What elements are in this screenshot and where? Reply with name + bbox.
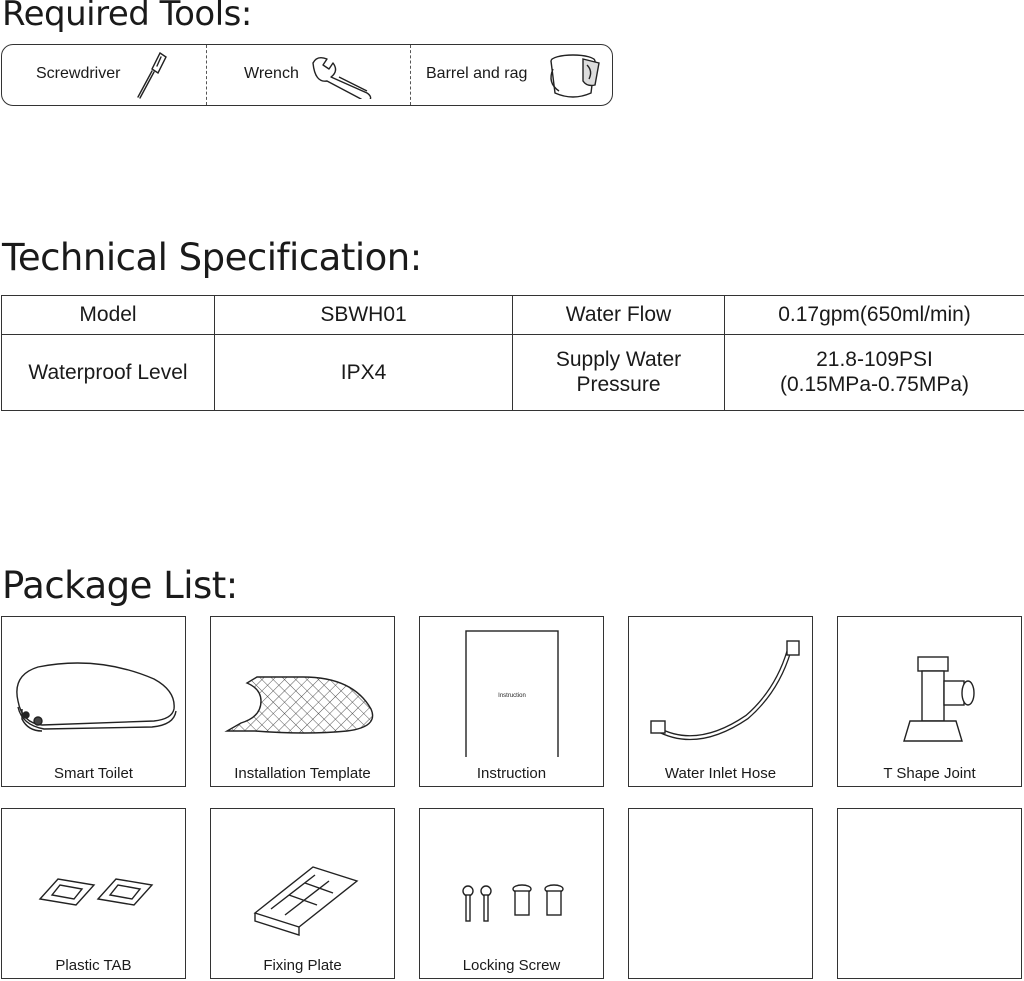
table-row (2, 334, 1024, 410)
spec-label-model: Model (2, 296, 215, 335)
package-item (210, 616, 395, 787)
package-item-label: Instruction (476, 765, 547, 782)
package-item (210, 808, 395, 979)
package-item-label: Water Inlet Hose (664, 765, 777, 782)
locking-screw-icon (420, 809, 605, 949)
t-joint-icon (838, 617, 1023, 757)
spec-value-model: SBWH01 (215, 296, 513, 335)
required-tools-title: Required Tools: (2, 0, 252, 34)
package-item-label: Locking Screw (462, 957, 561, 974)
package-item-label: T Shape Joint (883, 765, 976, 782)
tool-label: Barrel and rag (426, 65, 528, 82)
spec-value-water-flow: 0.17gpm(650ml/min) (725, 296, 1024, 335)
package-item (419, 808, 604, 979)
tool-label: Wrench (244, 65, 299, 82)
spec-label-water-flow: Water Flow (513, 296, 725, 335)
tool-screwdriver (2, 45, 206, 105)
spec-table (1, 295, 1024, 411)
package-item-label: Smart Toilet (54, 765, 133, 782)
installation-template-icon (211, 617, 396, 757)
wrench-icon (309, 53, 377, 99)
bucket-icon (543, 49, 607, 105)
fixing-plate-icon (211, 809, 396, 949)
tool-wrench (206, 45, 410, 105)
package-item-empty (837, 808, 1022, 979)
package-item-label: Fixing Plate (263, 957, 342, 974)
package-list-title: Package List: (2, 564, 238, 607)
booklet-cover-text: Instruction (498, 693, 526, 699)
tool-barrel (410, 45, 614, 105)
spec-label-supply-pressure: Supply Water Pressure (513, 334, 725, 410)
spec-value-supply-pressure: 21.8-109PSI (0.15MPa-0.75MPa) (725, 334, 1024, 410)
water-hose-icon (629, 617, 814, 757)
package-item (1, 808, 186, 979)
table-row (2, 296, 1024, 335)
package-item-empty (628, 808, 813, 979)
smart-toilet-seat-icon (2, 617, 187, 757)
tool-label: Screwdriver (36, 65, 121, 82)
screwdriver-icon (130, 49, 174, 103)
package-item (1, 616, 186, 787)
tools-strip (1, 44, 613, 106)
package-item (419, 616, 604, 787)
plastic-tab-icon (2, 809, 187, 949)
technical-specification-title: Technical Specification: (2, 236, 422, 279)
package-item (628, 616, 813, 787)
package-item-label: Plastic TAB (55, 957, 132, 974)
instruction-booklet-icon (420, 617, 605, 757)
spec-value-waterproof: IPX4 (215, 334, 513, 410)
package-item (837, 616, 1022, 787)
spec-label-waterproof: Waterproof Level (2, 334, 215, 410)
package-item-label: Installation Template (234, 765, 371, 782)
